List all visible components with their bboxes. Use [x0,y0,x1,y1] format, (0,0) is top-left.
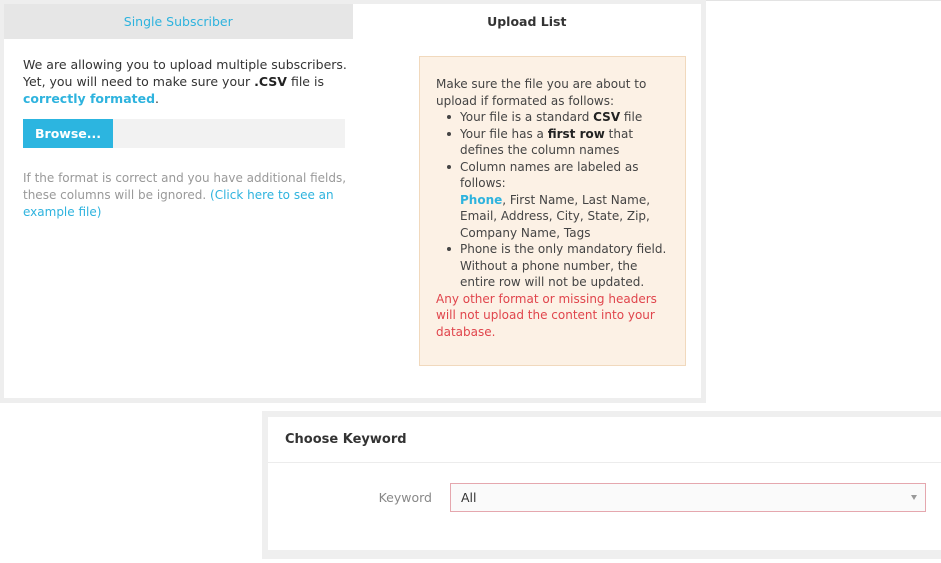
phone-column-label: Phone [460,192,503,207]
list-item: Your file is a standard CSV file [460,109,671,126]
format-requirements-list [436,109,671,291]
choose-keyword-panel [262,411,941,559]
keyword-selected-value: All [461,490,477,505]
keyword-select[interactable] [450,483,926,512]
list-item: Your file has a first row that defines the column names [460,126,671,159]
tab-bar [4,4,701,39]
correctly-formated-link[interactable]: correctly formated [23,91,156,106]
chevron-down-icon [911,495,917,500]
keyword-label: Keyword [378,490,432,505]
list-item: Column names are labeled as follows: Phone, First Name, Last Name, Email, Address, City, State, Zip, Company Name, Tags [460,159,671,242]
format-warning: Any other format or missing headers will not upload the content into your database. [436,291,657,339]
panel-title: Choose Keyword [268,417,941,463]
info-intro: Make sure the file you are about to upload if formated as follows: [436,77,647,108]
file-input[interactable] [23,119,345,148]
top-divider [706,0,941,1]
tab-upload-list[interactable]: Upload List [353,4,702,39]
file-name-field[interactable] [113,119,345,148]
browse-button[interactable]: Browse... [23,119,113,148]
tab-single-subscriber[interactable]: Single Subscriber [4,4,353,39]
example-file-link[interactable]: (Click here to see an example file) [23,188,334,219]
upload-instructions [23,56,353,221]
keyword-row [268,483,941,513]
list-item: Phone is the only mandatory field. Without a phone number, the entire row will not be updated. [460,241,671,291]
csv-label: .CSV [254,74,287,89]
format-info-box [419,56,686,366]
format-note: If the format is correct and you have additional fields, these columns will be ignored. (Click here to see an example file) [23,171,347,219]
intro-text: We are allowing you to upload multiple subscribers. Yet, you will need to make sure your .CSV file is correctly formated. [23,57,347,106]
